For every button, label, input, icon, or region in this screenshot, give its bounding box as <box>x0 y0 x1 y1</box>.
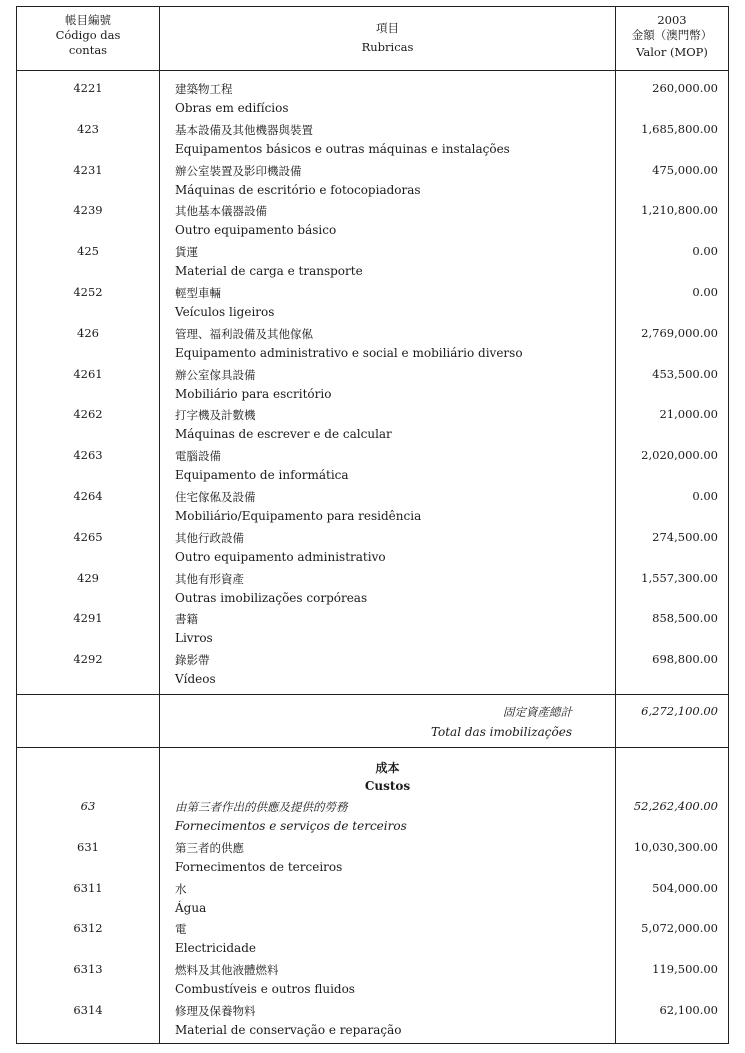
item-label-zh: 辦公室傢具設備 <box>175 367 256 382</box>
total-divider-bottom <box>17 747 728 748</box>
item-value: 1,210,800.00 <box>641 203 718 218</box>
header-year: 2003 <box>657 13 687 27</box>
item-label-zh: 管理、福利設備及其他傢俬 <box>175 326 313 341</box>
item-label-zh: 輕型車輛 <box>175 286 221 300</box>
account-code: 4292 <box>73 652 103 667</box>
column-divider-code <box>159 7 160 1043</box>
item-label-zh: 電腦設備 <box>175 449 221 464</box>
item-value: 260,000.00 <box>652 81 718 95</box>
total-label-pt: Total das imobilizações <box>430 725 572 739</box>
item-label-zh: 其他行政設備 <box>175 530 244 545</box>
item-value: 698,800.00 <box>652 652 718 667</box>
item-label-pt: Obras em edifícios <box>175 101 289 115</box>
account-code: 6314 <box>73 1003 103 1017</box>
item-value: 62,100.00 <box>659 1003 718 1017</box>
item-label-zh: 水 <box>175 881 187 896</box>
total-label-zh: 固定資產總計 <box>503 705 572 719</box>
header-value-zh: 金額（澳門幣） <box>631 28 713 42</box>
item-label-pt: Água <box>175 900 207 915</box>
item-label-pt: Equipamento administrativo e social e mobiliário diverso <box>175 345 523 360</box>
item-label-pt: Veículos ligeiros <box>175 305 275 319</box>
item-label-zh: 住宅傢俬及設備 <box>175 490 256 504</box>
item-label-pt: Outro equipamento básico <box>175 223 337 238</box>
item-value: 10,030,300.00 <box>633 839 718 854</box>
item-label-pt: Livros <box>175 631 213 646</box>
item-label-zh: 書籍 <box>175 612 198 627</box>
item-label-pt: Máquinas de escrever e de calcular <box>175 427 392 442</box>
header-value <box>616 13 728 60</box>
item-label-zh: 電 <box>175 922 187 937</box>
item-value: 21,000.00 <box>659 407 718 422</box>
account-code: 4261 <box>73 366 103 381</box>
item-label-pt: Outras imobilizações corpóreas <box>175 590 368 605</box>
account-code: 631 <box>77 839 99 854</box>
header-divider <box>17 70 728 71</box>
header-code-zh: 帳目編號 <box>65 13 111 27</box>
item-label-pt: Material de carga e transporte <box>175 264 363 279</box>
item-label-pt: Fornecimentos e serviços de terceiros <box>175 819 407 833</box>
account-code: 4264 <box>73 489 103 503</box>
header-code-pt-1: Código das <box>55 28 121 42</box>
item-label-pt: Fornecimentos de terceiros <box>175 859 343 874</box>
account-code: 4291 <box>73 611 103 626</box>
item-label-zh: 由第三者作出的供應及提供的勞務 <box>175 800 348 814</box>
header-item <box>160 21 615 55</box>
item-label-zh: 燃料及其他液體燃料 <box>175 963 279 978</box>
header-item-pt: Rubricas <box>361 40 414 54</box>
item-label-pt: Combustíveis e outros fluidos <box>175 982 355 997</box>
account-code: 6312 <box>73 921 103 936</box>
account-code: 63 <box>80 799 96 813</box>
item-label-pt: Material de conservação e reparação <box>175 1023 402 1037</box>
item-value: 2,020,000.00 <box>641 448 718 463</box>
item-value: 2,769,000.00 <box>641 325 718 340</box>
total-divider-top <box>17 694 728 695</box>
item-label-zh: 建築物工程 <box>175 82 233 96</box>
item-label-zh: 修理及保養物料 <box>175 1004 256 1018</box>
item-label-zh: 貨運 <box>175 245 198 260</box>
item-label-pt: Outro equipamento administrativo <box>175 549 386 564</box>
item-label-pt: Vídeos <box>175 672 216 687</box>
section-title-zh: 成本 <box>375 761 400 775</box>
item-value: 858,500.00 <box>652 611 718 626</box>
item-label-zh: 第三者的供應 <box>175 840 244 855</box>
account-code: 429 <box>77 570 99 585</box>
account-code: 425 <box>77 244 99 259</box>
header-code-pt-2: contas <box>68 43 108 57</box>
item-label-pt: Mobiliário/Equipamento para residência <box>175 509 422 523</box>
item-label-pt: Mobiliário para escritório <box>175 386 332 401</box>
header-item-zh: 項目 <box>376 21 399 35</box>
item-label-zh: 辦公室裝置及影印機設備 <box>175 163 302 178</box>
item-label-zh: 錄影帶 <box>175 653 210 668</box>
item-value: 0.00 <box>692 489 718 503</box>
account-code: 4239 <box>73 203 103 218</box>
item-value: 0.00 <box>692 244 718 259</box>
item-value: 5,072,000.00 <box>641 921 718 936</box>
total-value: 6,272,100.00 <box>641 704 718 718</box>
account-code: 423 <box>77 121 99 136</box>
account-code: 4262 <box>73 407 103 422</box>
item-label-pt: Equipamentos básicos e outras máquinas e instalações <box>175 141 510 156</box>
item-value: 1,557,300.00 <box>641 570 718 585</box>
account-code: 6311 <box>73 880 103 895</box>
column-divider-value <box>615 7 616 1043</box>
item-label-pt: Equipamento de informática <box>175 468 349 483</box>
item-value: 504,000.00 <box>652 880 718 895</box>
account-code: 4231 <box>73 162 103 177</box>
item-label-zh: 基本設備及其他機器與裝置 <box>175 122 313 137</box>
item-value: 475,000.00 <box>652 162 718 177</box>
account-code: 4221 <box>73 81 103 95</box>
account-code: 6313 <box>73 962 103 977</box>
item-label-zh: 其他基本儀器設備 <box>175 204 267 219</box>
item-value: 52,262,400.00 <box>633 799 718 813</box>
item-value: 453,500.00 <box>652 366 718 381</box>
item-value: 1,685,800.00 <box>641 121 718 136</box>
item-label-pt: Máquinas de escritório e fotocopiadoras <box>175 182 421 197</box>
section-title-pt: Custos <box>364 779 411 793</box>
item-label-zh: 其他有形資產 <box>175 571 244 586</box>
account-code: 426 <box>77 325 99 340</box>
item-value: 0.00 <box>692 285 718 299</box>
account-code: 4265 <box>73 529 103 544</box>
header-code <box>17 13 159 58</box>
item-value: 274,500.00 <box>652 529 718 544</box>
header-value-pt: Valor (MOP) <box>636 45 708 59</box>
item-label-pt: Electricidade <box>175 941 256 956</box>
item-value: 119,500.00 <box>652 962 718 977</box>
account-code: 4263 <box>73 448 103 463</box>
item-label-zh: 打字機及計數機 <box>175 408 256 423</box>
accounts-table <box>16 6 729 1044</box>
account-code: 4252 <box>73 285 103 299</box>
